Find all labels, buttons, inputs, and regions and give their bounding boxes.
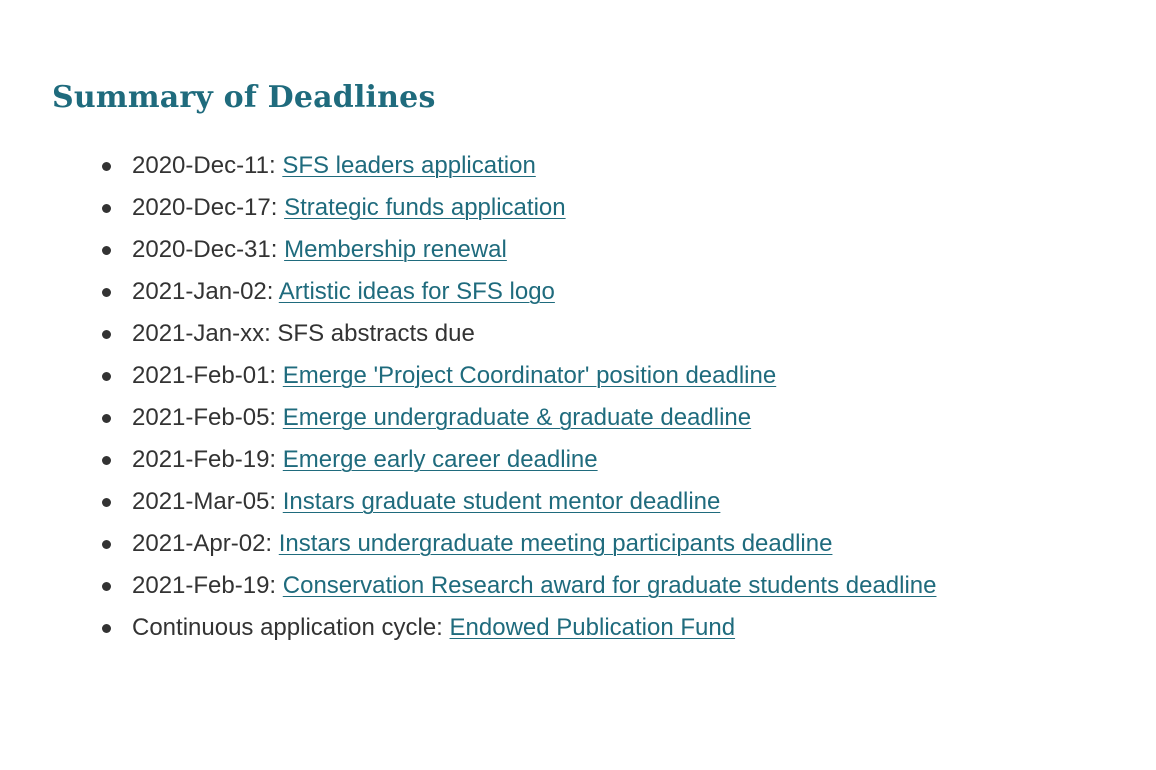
deadlines-section [52, 74, 1132, 649]
deadline-link[interactable]: Strategic funds application [284, 194, 566, 221]
list-item [52, 271, 1132, 313]
bullet-icon [102, 498, 111, 507]
bullet-icon [102, 162, 111, 171]
deadline-date: 2020-Dec-17: [132, 194, 278, 221]
bullet-icon [102, 246, 111, 255]
page-title: Summary of Deadlines [52, 80, 436, 115]
bullet-icon [102, 624, 111, 633]
deadline-date: 2021-Feb-01: [132, 362, 277, 389]
deadline-date: 2021-Feb-05: [132, 404, 277, 431]
bullet-icon [102, 288, 111, 297]
bullet-icon [102, 330, 111, 339]
deadline-link[interactable]: Emerge 'Project Coordinator' position deadline [282, 362, 777, 389]
deadline-date: Continuous application cycle: [132, 614, 443, 641]
deadline-date: 2021-Mar-05: [132, 488, 277, 515]
list-item [52, 439, 1132, 481]
deadline-date: 2021-Jan-xx: [132, 320, 271, 347]
deadline-text: SFS abstracts due [277, 320, 475, 347]
deadline-date: 2021-Jan-02: [132, 278, 274, 305]
deadline-link[interactable]: SFS leaders application [282, 152, 536, 179]
bullet-icon [102, 582, 111, 591]
deadline-link[interactable]: Endowed Publication Fund [449, 614, 736, 641]
deadline-link[interactable]: Emerge undergraduate & graduate deadline [282, 404, 752, 431]
list-item [52, 355, 1132, 397]
list-item [52, 145, 1132, 187]
bullet-icon [102, 540, 111, 549]
list-item [52, 229, 1132, 271]
list-item [52, 397, 1132, 439]
bullet-icon [102, 204, 111, 213]
deadline-date: 2021-Feb-19: [132, 572, 277, 599]
deadline-link[interactable]: Instars graduate student mentor deadline [282, 488, 721, 515]
deadline-link[interactable]: Artistic ideas for SFS logo [278, 278, 555, 305]
deadline-date: 2021-Feb-19: [132, 446, 277, 473]
list-item [52, 565, 1132, 607]
list-item [52, 187, 1132, 229]
bullet-icon [102, 456, 111, 465]
list-item [52, 607, 1132, 649]
deadline-list [52, 145, 1132, 649]
list-item [52, 313, 1132, 355]
deadline-date: 2020-Dec-11: [132, 152, 276, 179]
list-item [52, 481, 1132, 523]
deadline-date: 2021-Apr-02: [132, 530, 273, 557]
deadline-link[interactable]: Membership renewal [284, 236, 507, 263]
deadline-date: 2020-Dec-31: [132, 236, 278, 263]
bullet-icon [102, 372, 111, 381]
deadline-link[interactable]: Emerge early career deadline [282, 446, 598, 473]
bullet-icon [102, 414, 111, 423]
deadline-link[interactable]: Conservation Research award for graduate students deadline [282, 572, 937, 599]
list-item [52, 523, 1132, 565]
deadline-link[interactable]: Instars undergraduate meeting participants deadline [278, 530, 833, 557]
